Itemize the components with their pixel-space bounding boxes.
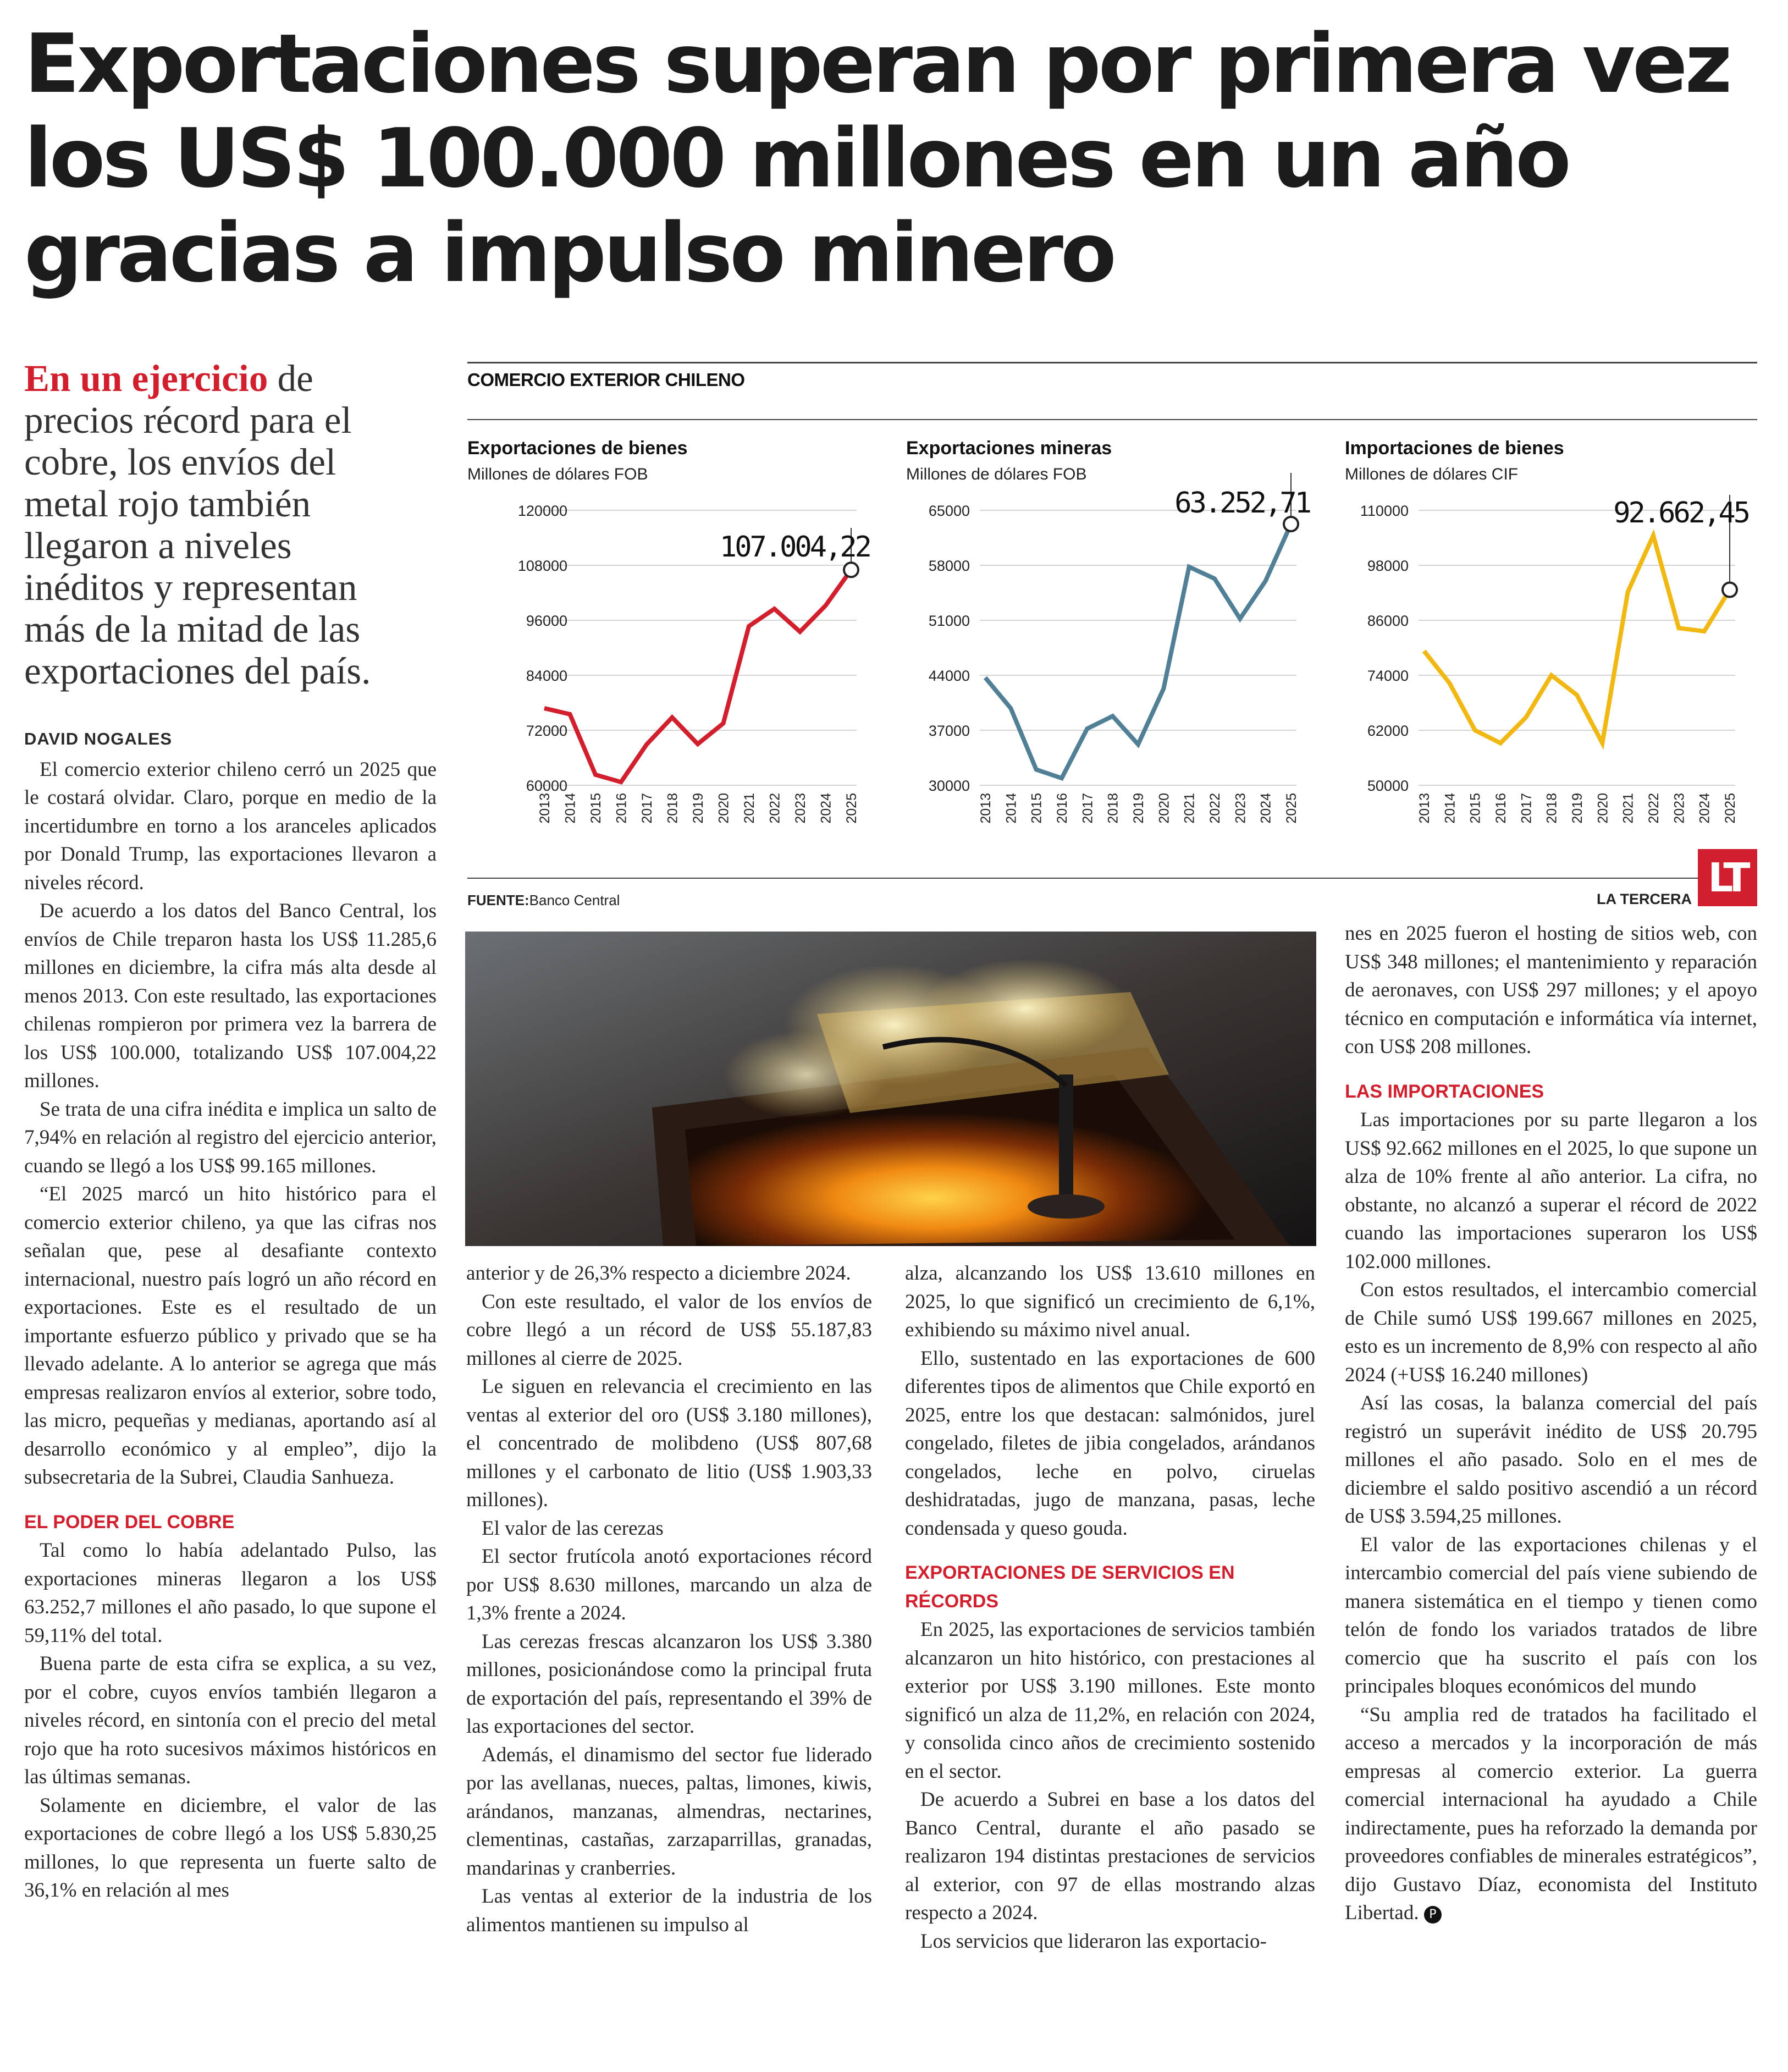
article-end-icon: P	[1424, 1906, 1442, 1924]
paragraph: Además, el dinamismo del sector fue liderado por las avellanas, nueces, paltas, limones, kiwis, arándanos, manzanas, almendras, nectarines, clementinas, castañas, zarzaparrillas, granadas, mandarinas y cranberries.	[466, 1743, 872, 1880]
x-tick-label: 2024	[1258, 793, 1274, 824]
byline: DAVID NOGALES	[24, 729, 173, 748]
paragraph: El comercio exterior chileno cerró un 2025 que le costará olvidar. Claro, porque en medio de la incertidumbre en torno a los aranceles aplicados por Donald Trump, las exportaciones llevaron a niveles récord.	[24, 758, 437, 894]
x-tick-label: 2024	[818, 793, 834, 824]
x-tick-label: 2017	[1080, 793, 1096, 824]
x-tick-label: 2013	[978, 793, 994, 824]
paragraph: Los servicios que lideraron las exportacio-	[920, 1930, 1267, 1953]
x-tick-label: 2023	[1671, 793, 1687, 824]
x-tick-label: 2021	[742, 793, 757, 824]
lead-text: de precios récord para el cobre, los envíos del metal rojo también llegaron a niveles inéditos y representan más de la mitad de las exportaciones del país.	[24, 357, 371, 692]
y-tick-label: 110000	[1360, 503, 1409, 519]
chart-2	[906, 438, 1310, 824]
x-tick-label: 2019	[1570, 793, 1585, 824]
last-point-marker	[1723, 582, 1737, 597]
paragraph: Se trata de una cifra inédita e implica un salto de 7,94% en relación al registro del ejercicio anterior, cuando se llegó a los US$ 99.165 millones.	[24, 1098, 437, 1177]
paragraph: nes en 2025 fueron el hosting de sitios web, con US$ 348 millones; el mantenimiento y reparación de aeronaves, con US$ 297 millones; y el apoyo técnico en computación e informática vía internet, con US$ 208 millones.	[1345, 922, 1757, 1058]
paragraph	[1345, 1701, 1757, 1927]
headline-line: Exportaciones superan por primera vez	[24, 16, 1730, 111]
paragraph: En 2025, las exportaciones de servicios también alcanzaron un hito histórico, con prestaciones al exterior por US$ 3.190 millones. Este monto significó un alza de 11,2%, en relación con 2024, y consolida cinco años de crecimiento sostenido en el sector.	[905, 1618, 1315, 1783]
y-tick-label: 62000	[1367, 723, 1409, 739]
x-tick-label: 2014	[1003, 793, 1019, 824]
x-tick-label: 2020	[716, 793, 732, 824]
chart-1	[467, 438, 870, 824]
x-tick-label: 2019	[691, 793, 706, 824]
y-tick-label: 65000	[928, 503, 970, 519]
article-column-1	[24, 725, 437, 1905]
paragraph: Le siguen en relevancia el crecimiento en las ventas al exterior del oro (US$ 3.180 millones), el concentrado de molibdeno (US$ 807,68 millones y el carbonato de litio (US$ 1.903,33 millones).	[466, 1375, 872, 1511]
y-tick-label: 74000	[1367, 668, 1409, 684]
y-tick-label: 30000	[928, 778, 970, 794]
series-line	[1424, 536, 1730, 743]
paragraph: Ello, sustentado en las exportaciones de 600 diferentes tipos de alimentos que Chile exportó en 2025, entre los que destacan: salmónidos, jurel congelado, filetes de jibia congelados, arándanos congelados, leche en polvo, ciruelas deshidratadas, jugo de manzana, pasas, leche condensada y queso gouda.	[905, 1347, 1315, 1540]
y-tick-label: 51000	[928, 613, 970, 629]
data-label: 92.662,45	[1613, 497, 1748, 530]
infographic-title: COMERCIO EXTERIOR CHILENO	[467, 370, 745, 390]
headline-line: gracias a impulso minero	[24, 206, 1114, 300]
y-tick-label: 84000	[526, 668, 567, 684]
paragraph: De acuerdo a Subrei en base a los datos del Banco Central, durante el año pasado se realizaron 194 distintas prestaciones de servicios al exterior, con 97 de ellas mostrando alzas respecto a 2024.	[905, 1788, 1315, 1924]
paragraph: Tal como lo había adelantado Pulso, las exportaciones mineras llegaron a los US$ 63.252,7 millones el año pasado, lo que supone el 59,11% del total.	[24, 1539, 437, 1647]
x-tick-label: 2018	[1544, 793, 1560, 824]
article-column-3	[905, 1259, 1315, 1955]
x-tick-label: 2024	[1697, 793, 1713, 824]
x-tick-label: 2020	[1156, 793, 1172, 824]
x-tick-label: 2022	[1207, 793, 1223, 824]
y-tick-label: 58000	[928, 558, 970, 574]
paragraph: Así las cosas, la balanza comercial del país registró un superávit inédito de US$ 20.795 millones el año pasado. Solo en el mes de diciembre el saldo positivo ascendió a un récord de US$ 3.594,25 millones.	[1345, 1392, 1757, 1528]
chart-subtitle: Millones de dólares FOB	[906, 465, 1087, 483]
chart-title: Importaciones de bienes	[1345, 438, 1564, 459]
x-tick-label: 2025	[1284, 793, 1299, 824]
series-line	[544, 570, 851, 782]
x-tick-label: 2022	[1646, 793, 1662, 824]
x-tick-label: 2014	[1442, 793, 1458, 824]
publisher-logo: LT	[1698, 849, 1757, 906]
x-tick-label: 2022	[767, 793, 783, 824]
chart-3	[1345, 438, 1749, 824]
x-tick-label: 2020	[1595, 793, 1611, 824]
paragraph: Las importaciones por su parte llegaron a los US$ 92.662 millones en el 2025, lo que supone un alza de 10% frente al año anterior. La cifra, no obstante, no alcanzó a superar el récord de 2022 cuando las importaciones superaron los US$ 102.000 millones.	[1345, 1109, 1757, 1273]
section-heading: LAS IMPORTACIONES	[1345, 1081, 1544, 1102]
x-tick-label: 2015	[1467, 793, 1483, 824]
x-tick-label: 2015	[588, 793, 604, 824]
y-tick-label: 50000	[1367, 778, 1409, 794]
section-heading: EXPORTACIONES DE SERVICIOS EN RÉCORDS	[905, 1562, 1235, 1612]
headline-line: los US$ 100.000 millones en un año	[24, 111, 1569, 206]
paragraph: Las ventas al exterior de la industria de los alimentos mantienen su impulso al	[466, 1885, 872, 1936]
x-tick-label: 2013	[537, 793, 553, 824]
source-text: Banco Central	[529, 892, 620, 908]
paragraph: De acuerdo a los datos del Banco Central, los envíos de Chile treparon hasta los US$ 11.285,6 millones en diciembre, la cifra más alta desde al menos 2013. Con este resultado, las exportaciones chilenas rompieron por primera vez la barrera de los US$ 100.000, totalizando US$ 107.004,22 millones.	[24, 900, 437, 1092]
y-tick-label: 120000	[517, 503, 567, 519]
x-tick-label: 2023	[1233, 793, 1249, 824]
paragraph: Buena parte de esta cifra se explica, a su vez, por el cobre, cuyos envíos también llegaron a niveles récord, en sintonía con el precio del metal rojo que ha roto sucesivos máximos históricos en las últimas semanas.	[24, 1652, 437, 1788]
section-heading: EL PODER DEL COBRE	[24, 1511, 235, 1533]
x-tick-label: 2019	[1131, 793, 1146, 824]
x-tick-label: 2021	[1620, 793, 1636, 824]
x-tick-label: 2025	[1723, 793, 1738, 824]
x-tick-label: 2017	[1519, 793, 1535, 824]
x-tick-label: 2016	[1493, 793, 1509, 824]
y-tick-label: 108000	[517, 558, 567, 574]
x-tick-label: 2017	[639, 793, 655, 824]
x-tick-label: 2018	[1105, 792, 1121, 824]
paragraph: alza, alcanzando los US$ 13.610 millones en 2025, lo que significó un crecimiento de 6,1%, exhibiendo su máximo nivel anual.	[905, 1262, 1315, 1341]
infographic-bottom-rule	[467, 878, 1757, 879]
y-tick-label: 37000	[928, 723, 970, 739]
last-point-marker	[844, 563, 858, 577]
x-tick-label: 2014	[562, 793, 578, 824]
x-tick-label: 2025	[844, 793, 859, 824]
article-column-4	[1345, 919, 1757, 1927]
data-label: 63.252,71	[1174, 487, 1310, 520]
y-tick-label: 96000	[526, 613, 567, 629]
lead-highlight: En un ejercicio	[24, 357, 268, 399]
quote-text: “Su amplia red de tratados ha facilitado el acceso a mercados y la incorporación de más empresas al comercio exterior. La guerra comercial internacional ha ayudado a Chile indirectamente, pues ha reforzado la demanda por proveedores confiables de minerales estratégicos”, dijo Gustavo Díaz, economista del Instituto Libertad.	[1345, 1703, 1757, 1924]
x-tick-label: 2016	[1055, 793, 1070, 824]
chart-subtitle: Millones de dólares FOB	[467, 465, 648, 483]
paragraph: El sector frutícola anotó exportaciones récord por US$ 8.630 millones, marcando un alza de 1,3% frente a 2024.	[466, 1545, 872, 1624]
x-tick-label: 2016	[614, 793, 630, 824]
x-tick-label: 2015	[1029, 793, 1045, 824]
chart-source	[467, 892, 620, 909]
series-line	[985, 524, 1291, 778]
copper-photo-illustration	[465, 932, 1316, 1246]
x-tick-label: 2023	[793, 793, 808, 824]
y-tick-label: 98000	[1367, 558, 1409, 574]
paragraph: “El 2025 marcó un hito histórico para el comercio exterior chileno, ya que las cifras nos señalan que, pese al desafiante contexto internacional, nuestro país logró un año récord en exportaciones. Este es el resultado de un importante esfuerzo público y privado que se ha llevado adelante. A lo anterior se agrega que más empresas realizaron envíos al exterior, sobre todo, las micro, pequeñas y medianas, aportando así al desarrollo económico y al empleo”, dijo la subsecretaria de la Subrei, Claudia Sanhueza.	[24, 1183, 437, 1489]
y-tick-label: 44000	[928, 668, 970, 684]
paragraph: anterior y de 26,3% respecto a diciembre 2024.	[466, 1262, 851, 1285]
article-column-2	[466, 1259, 872, 1939]
paragraph: Solamente en diciembre, el valor de las exportaciones de cobre llegó a los US$ 5.830,25 millones, lo que representa un fuerte salto de 36,1% en relación al mes	[24, 1794, 437, 1902]
x-tick-label: 2021	[1182, 793, 1197, 824]
y-tick-label: 86000	[1367, 613, 1409, 629]
source-label: FUENTE:	[467, 892, 529, 908]
y-tick-label: 72000	[526, 723, 567, 739]
x-tick-label: 2018	[665, 793, 681, 824]
paragraph: Con estos resultados, el intercambio comercial de Chile sumó US$ 199.667 millones en 2025, esto es un incremento de 8,9% con respecto al año 2024 (+US$ 16.240 millones)	[1345, 1279, 1757, 1386]
paragraph: El valor de las cerezas	[482, 1517, 664, 1540]
data-label: 107.004,22	[719, 531, 870, 564]
copper-smelting-photo	[465, 932, 1316, 1246]
paragraph: El valor de las exportaciones chilenas y el intercambio comercial del país viene subiendo de manera sistemática en el tiempo y tienen como telón de fondo los variados tratados de libre comercio que ha suscrito el país con los principales bloques económicos del mundo	[1345, 1533, 1757, 1698]
x-tick-label: 2013	[1417, 793, 1432, 824]
chart-title: Exportaciones de bienes	[467, 438, 688, 459]
y-tick-label: 60000	[526, 778, 567, 794]
paragraph: Las cerezas frescas alcanzaron los US$ 3.380 millones, posicionándose como la principal fruta de exportación del país, representando el 39% de las exportaciones del sector.	[466, 1630, 872, 1738]
chart-subtitle: Millones de dólares CIF	[1345, 465, 1519, 483]
chart-title: Exportaciones mineras	[906, 438, 1112, 459]
paragraph: Con este resultado, el valor de los envíos de cobre llegó a un récord de US$ 55.187,83 millones al cierre de 2025.	[466, 1290, 872, 1370]
publisher-name: LA TERCERA	[1597, 891, 1692, 907]
